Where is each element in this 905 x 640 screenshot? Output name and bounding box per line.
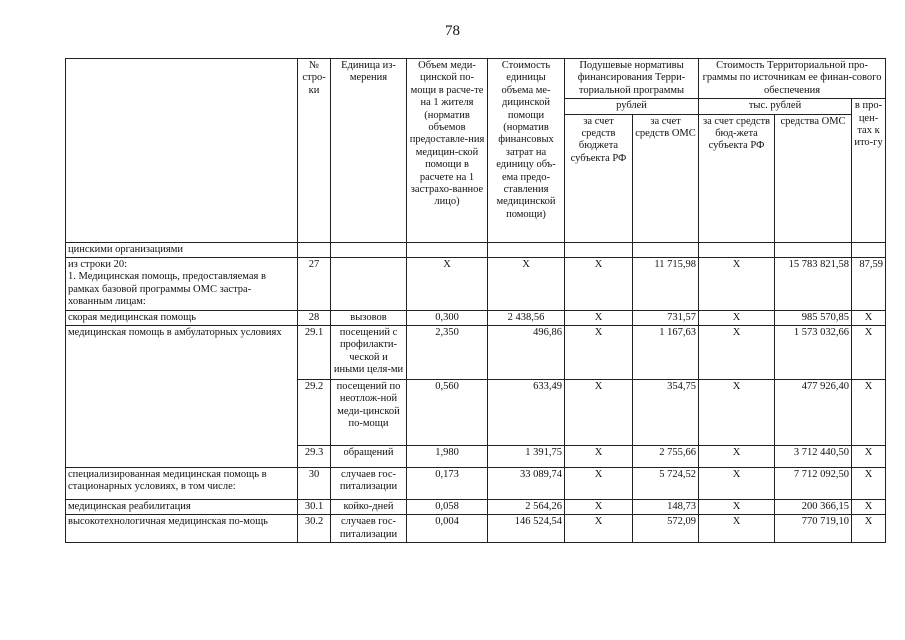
row-unit [331,258,407,311]
row-cost: Х [488,258,565,311]
row-percap-oms: 11 715,98 [633,258,699,311]
row-percap-oms: 731,57 [633,310,699,325]
financing-table [65,58,886,543]
header-name-cell [66,59,298,243]
row-unit: койко-дней [331,500,407,515]
row-percent: Х [852,515,886,543]
table-row [66,242,886,257]
row-no: 28 [298,310,331,325]
row-volume: 0,560 [407,380,488,446]
row-no [298,242,331,257]
row-volume: 0,173 [407,468,488,500]
row-cost-oms [775,242,852,257]
row-cost [488,242,565,257]
row-percap-oms: 148,73 [633,500,699,515]
row-unit: обращений [331,446,407,468]
row-no: 30 [298,468,331,500]
row-percap-budget: Х [565,515,633,543]
row-volume: 0,300 [407,310,488,325]
row-volume: 2,350 [407,326,488,380]
row-percent: Х [852,468,886,500]
row-cost-budget: Х [699,468,775,500]
row-name: специализированная медицинская помощь в стационарных условиях, в том числе: [66,468,298,500]
row-percent: Х [852,310,886,325]
header-cost-oms: средства ОМС [775,114,852,242]
row-cost: 146 524,54 [488,515,565,543]
row-no: 30.1 [298,500,331,515]
header-cost-group: Стоимость Территориальной про-граммы по источникам ее финан-сового обеспечения [699,59,886,99]
header-volume: Объем меди-цинской по-мощи в расче-те на 1 жителя (норматив объемов предоставле-ния медицин-ской помощи в расчете на 1 застрахо-ванное лицо) [407,59,488,243]
table-row [66,500,886,515]
row-percent: 87,59 [852,258,886,311]
row-cost: 2 564,26 [488,500,565,515]
row-percap-oms [633,242,699,257]
row-name: скорая медицинская помощь [66,310,298,325]
row-no: 29.3 [298,446,331,468]
header-cost-unit: тыс. рублей [699,99,852,114]
row-name: высокотехнологичная медицинская по-мощь [66,515,298,543]
row-name: цинскими организациями [66,242,298,257]
row-cost-budget: Х [699,380,775,446]
row-percent: Х [852,326,886,380]
row-percap-oms: 2 755,66 [633,446,699,468]
row-cost-oms: 7 712 092,50 [775,468,852,500]
row-volume: 1,980 [407,446,488,468]
row-percap-budget: Х [565,500,633,515]
row-cost-oms: 3 712 440,50 [775,446,852,468]
row-unit: посещений с профилакти-ческой и иными целя-ми [331,326,407,380]
row-cost-oms: 770 719,10 [775,515,852,543]
row-cost-oms: 200 366,15 [775,500,852,515]
row-name: медицинская реабилитация [66,500,298,515]
row-unit: случаев гос-питализации [331,515,407,543]
row-volume [407,242,488,257]
row-cost: 496,86 [488,326,565,380]
row-percap-budget: Х [565,446,633,468]
table-row [66,310,886,325]
row-percap-budget: Х [565,310,633,325]
row-name: медицинская помощь в амбулаторных условиях [66,326,298,468]
row-percap-budget: Х [565,468,633,500]
row-cost-budget: Х [699,515,775,543]
row-cost-budget [699,242,775,257]
table-row [66,258,886,311]
row-percap-budget: Х [565,326,633,380]
row-cost: 33 089,74 [488,468,565,500]
row-no: 30.2 [298,515,331,543]
row-volume: 0,004 [407,515,488,543]
row-unit: случаев гос-питализации [331,468,407,500]
row-percent [852,242,886,257]
table-row [66,515,886,543]
row-cost-oms: 1 573 032,66 [775,326,852,380]
header-cost-budget: за счет средств бюд-жета субъекта РФ [699,114,775,242]
row-percap-budget: Х [565,258,633,311]
row-no: 27 [298,258,331,311]
row-no: 29.1 [298,326,331,380]
row-percap-oms: 5 724,52 [633,468,699,500]
row-percent: Х [852,446,886,468]
header-unit: Единица из-мерения [331,59,407,243]
header-row-no: № стро-ки [298,59,331,243]
table-row [66,326,886,380]
row-cost-budget: Х [699,310,775,325]
row-cost: 1 391,75 [488,446,565,468]
row-cost-oms: 985 570,85 [775,310,852,325]
row-unit: вызовов [331,310,407,325]
row-cost-budget: Х [699,326,775,380]
row-no: 29.2 [298,380,331,446]
row-percent: Х [852,500,886,515]
row-cost-oms: 477 926,40 [775,380,852,446]
row-cost-budget: Х [699,258,775,311]
header-percap-budget: за счет средств бюджета субъекта РФ [565,114,633,242]
row-name: из строки 20: 1. Медицинская помощь, предоставляемая в рамках базовой программы ОМС застра-хованным лицам: [66,258,298,311]
row-cost-budget: Х [699,446,775,468]
row-unit: посещений по неотлож-ной меди-цинской по-мощи [331,380,407,446]
header-cost: Стоимость единицы объема ме-дицинской помощи (норматив финансовых затрат на единицу объ-ема предо-ставления медицинской помощи) [488,59,565,243]
row-percap-oms: 572,09 [633,515,699,543]
header-percap-oms: за счет средств ОМС [633,114,699,242]
row-percap-oms: 1 167,63 [633,326,699,380]
header-row-1 [66,59,886,99]
row-unit [331,242,407,257]
row-cost-budget: Х [699,500,775,515]
header-percap-unit: рублей [565,99,699,114]
row-volume: Х [407,258,488,311]
table-row [66,468,886,500]
row-volume: 0,058 [407,500,488,515]
row-cost: 2 438,56 [488,310,565,325]
row-cost-oms: 15 783 821,58 [775,258,852,311]
row-percap-budget [565,242,633,257]
row-percap-oms: 354,75 [633,380,699,446]
header-cost-percent: в про-цен-тах к ито-гу [852,99,886,242]
header-percap-group: Подушевые нормативы финансирования Терри-ториальной программы [565,59,699,99]
row-percent: Х [852,380,886,446]
row-percap-budget: Х [565,380,633,446]
row-cost: 633,49 [488,380,565,446]
page-number: 78 [445,23,460,39]
